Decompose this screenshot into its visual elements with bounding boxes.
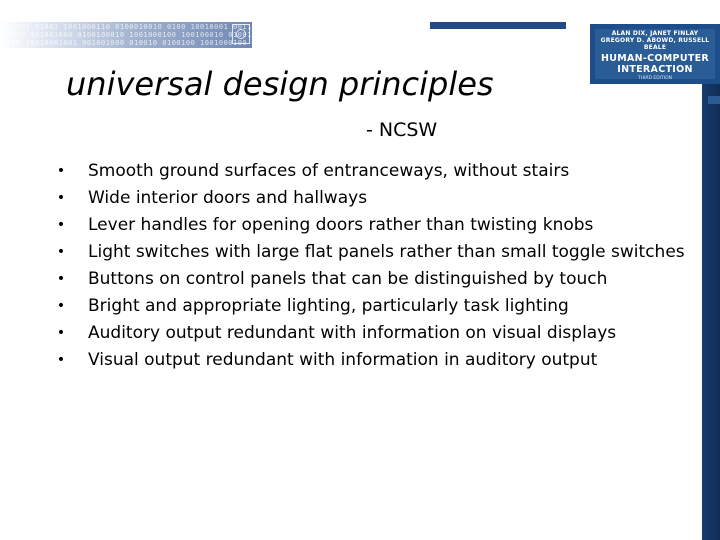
bullet-icon: • [56,163,66,179]
bullet-icon: • [56,217,66,233]
list-item-text: Visual output redundant with information in auditory output [88,350,598,370]
list-item-text: Auditory output redundant with information on visual displays [88,323,617,343]
binary-line: 10010 001001000 0100100010 1001000100 100100010 010010 01001001 [2,31,300,39]
list-item-text: Smooth ground surfaces of entranceways, without stairs [88,161,570,181]
list-item [54,241,714,264]
book-authors-line1: ALAN DIX, JANET FINLAY [611,30,699,37]
bullet-icon: • [56,244,66,260]
binary-pattern [2,23,304,47]
principles-bullet-list [54,160,714,376]
bullet-icon: • [56,298,66,314]
bullet-icon: • [56,271,66,287]
book-title-line1: HUMAN-COMPUTER [600,53,710,64]
list-item [54,322,714,345]
bullet-icon: • [56,352,66,368]
book-authors-line2: GREGORY D. ABOWD, RUSSELL BEALE [600,37,710,51]
book-cover-panel [595,29,715,79]
top-accent-strip [430,22,566,29]
slide-title: universal design principles [66,65,494,103]
list-item-text: Lever handles for opening doors rather than twisting knobs [88,215,594,235]
side-bar-notch [708,96,720,104]
list-item-text: Light switches with large flat panels rather than small toggle switches [88,242,685,262]
list-item [54,349,714,372]
book-cover-logo [590,24,720,84]
list-item-text: Wide interior doors and hallways [88,188,368,208]
binary-line: 001001 01001 1001000110 0100010010 0100 10010001 0011001 0100100 [2,23,304,31]
book-title-line2: INTERACTION [617,64,693,75]
list-item [54,295,714,318]
list-item [54,187,714,210]
bullet-icon: • [56,190,66,206]
bullet-icon: • [56,325,66,341]
circle-badge-icon [232,24,250,44]
book-edition: THIRD EDITION [637,76,673,81]
binary-header-strip [0,22,304,48]
binary-line: 0100 10010001001 001001000 010010 0100100 1001000100 10010010 [2,39,290,47]
list-item [54,268,714,291]
list-item-text: Bright and appropriate lighting, particularly task lighting [88,296,569,316]
list-item [54,160,714,183]
list-item-text: Buttons on control panels that can be distinguished by touch [88,269,608,289]
list-item [54,214,714,237]
slide-subtitle: - NCSW [366,119,438,141]
